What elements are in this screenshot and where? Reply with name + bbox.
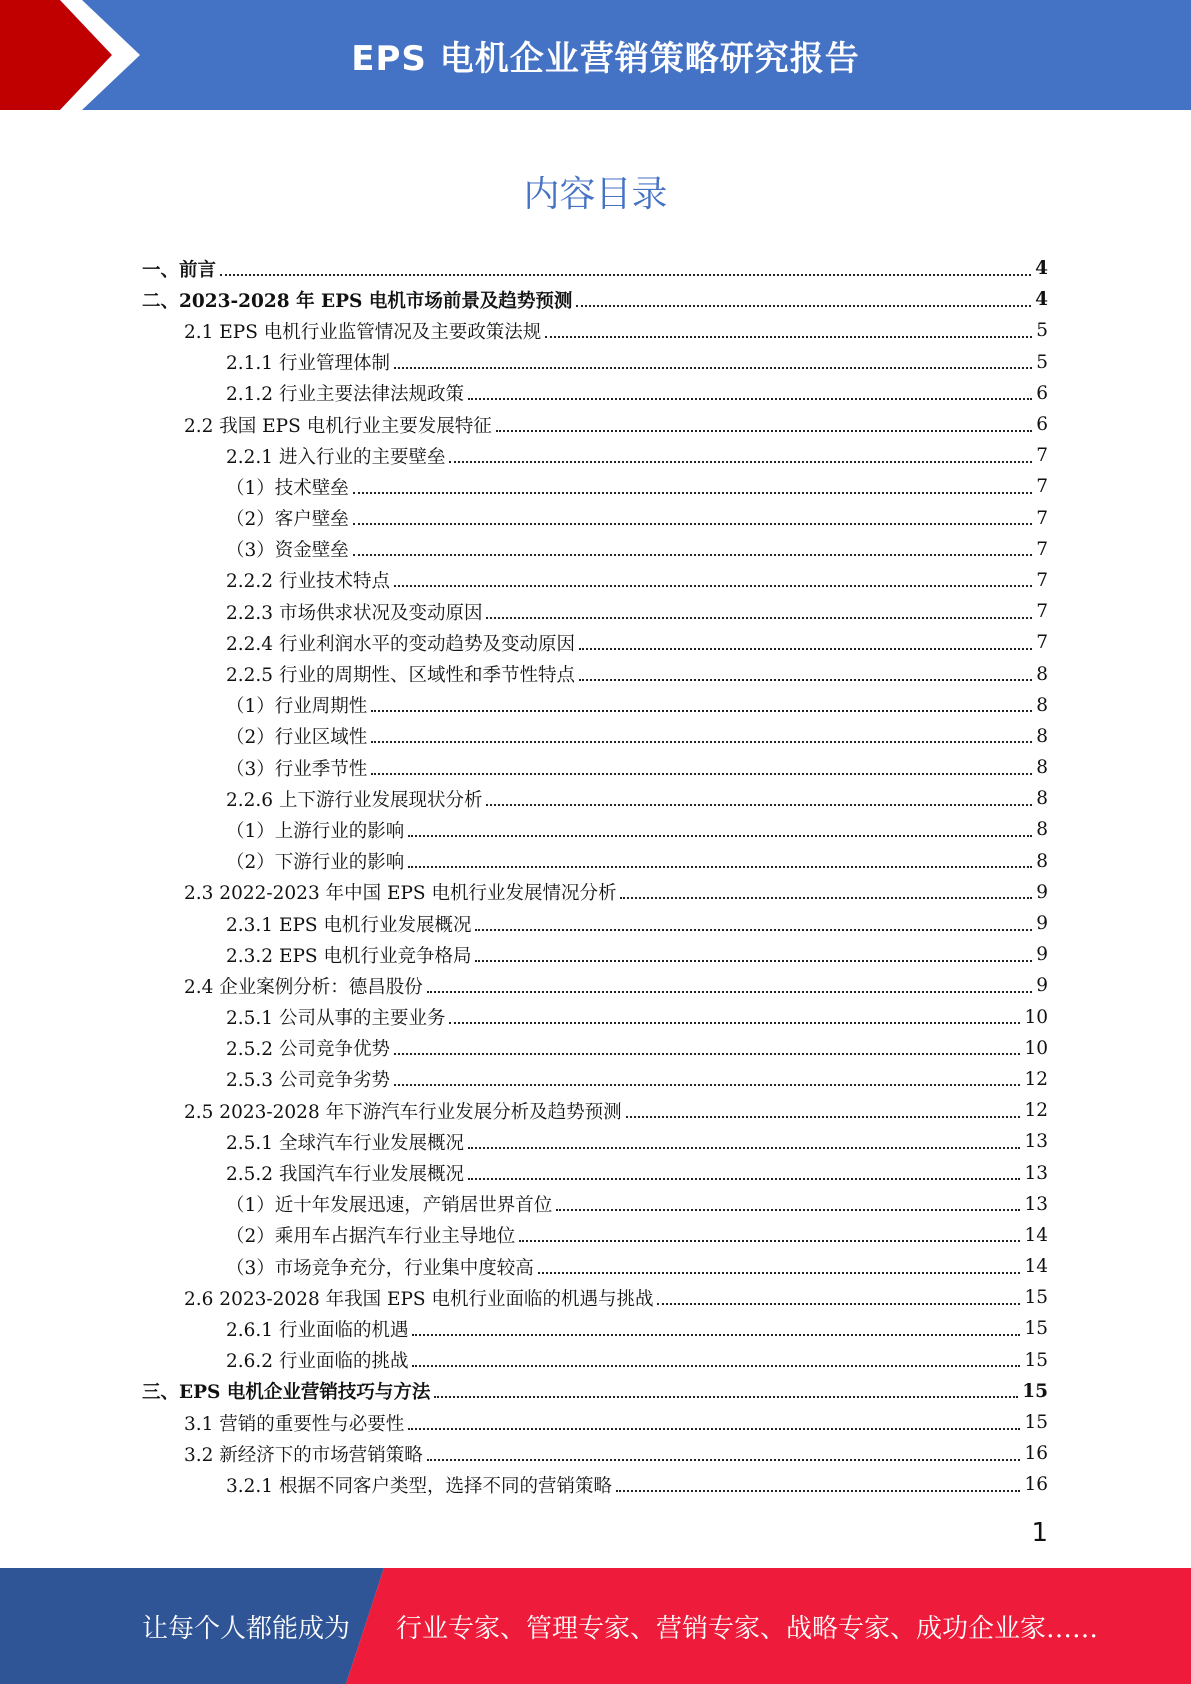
toc-entry-page: 8: [1036, 850, 1048, 872]
toc-leader-dots: [412, 1349, 1020, 1367]
toc-entry-page: 9: [1036, 944, 1048, 966]
toc-entry-page: 10: [1024, 1006, 1048, 1028]
toc-entry[interactable]: [142, 814, 1048, 845]
toc-entry[interactable]: [142, 690, 1048, 721]
toc-entry-page: 15: [1024, 1349, 1048, 1371]
toc-entry-page: 6: [1036, 414, 1048, 436]
toc-entry-title: 2.5.2 公司竞争优势: [226, 1039, 390, 1061]
toc-entry-title: 二、2023-2028 年 EPS 电机市场前景及趋势预测: [142, 290, 573, 312]
toc-entry[interactable]: [142, 1157, 1048, 1188]
header-title-wrap: [0, 0, 1191, 110]
toc-entry-title: 2.1 EPS 电机行业监管情况及主要政策法规: [184, 321, 542, 343]
table-of-contents: [142, 253, 1048, 1501]
toc-entry-page: 7: [1036, 601, 1048, 623]
toc-leader-dots: [519, 1224, 1020, 1242]
toc-entry-title: （2）客户壁垒: [226, 509, 349, 531]
toc-entry-title: 2.1.1 行业管理体制: [226, 353, 390, 375]
header-title: EPS 电机企业营销策略研究报告: [351, 38, 860, 79]
toc-leader-dots: [620, 881, 1032, 899]
toc-entry-title: 一、前言: [142, 259, 217, 281]
toc-entry-page: 15: [1022, 1380, 1048, 1402]
footer-banner: [0, 1568, 1191, 1684]
toc-entry-page: 9: [1036, 913, 1048, 935]
toc-entry[interactable]: [142, 1345, 1048, 1376]
toc-entry[interactable]: [142, 596, 1048, 627]
toc-entry[interactable]: [142, 752, 1048, 783]
toc-leader-dots: [434, 1380, 1018, 1398]
page-number: 1: [1031, 1518, 1048, 1548]
toc-leader-dots: [427, 975, 1032, 993]
toc-entry-title: 2.1.2 行业主要法律法规政策: [226, 384, 464, 406]
toc-entry-page: 13: [1024, 1162, 1048, 1184]
toc-entry-title: 2.6 2023-2028 年我国 EPS 电机行业面临的机遇与挑战: [184, 1288, 654, 1310]
toc-entry-page: 5: [1036, 320, 1048, 342]
toc-entry[interactable]: [142, 939, 1048, 970]
toc-entry[interactable]: [142, 783, 1048, 814]
toc-leader-dots: [579, 632, 1032, 650]
toc-leader-dots: [486, 601, 1032, 619]
toc-leader-dots: [371, 725, 1032, 743]
toc-leader-dots: [394, 1037, 1020, 1055]
toc-entry-title: （1）技术壁垒: [226, 477, 349, 499]
toc-entry-title: （2）乘用车占据汽车行业主导地位: [226, 1226, 516, 1248]
toc-entry-page: 6: [1036, 382, 1048, 404]
toc-entry[interactable]: [142, 378, 1048, 409]
toc-entry[interactable]: [142, 503, 1048, 534]
toc-leader-dots: [468, 382, 1032, 400]
toc-entry-page: 8: [1036, 819, 1048, 841]
toc-entry[interactable]: [142, 1407, 1048, 1438]
toc-entry-page: 8: [1036, 757, 1048, 779]
toc-leader-dots: [371, 757, 1032, 775]
toc-entry[interactable]: [142, 471, 1048, 502]
toc-entry[interactable]: [142, 565, 1048, 596]
toc-entry-title: 2.2.1 进入行业的主要壁垒: [226, 446, 446, 468]
toc-entry[interactable]: [142, 1438, 1048, 1469]
toc-entry-title: 2.3 2022-2023 年中国 EPS 电机行业发展情况分析: [184, 883, 617, 905]
toc-entry-title: 三、EPS 电机企业营销技巧与方法: [142, 1382, 431, 1404]
toc-leader-dots: [486, 788, 1032, 806]
toc-entry[interactable]: [142, 1313, 1048, 1344]
toc-entry[interactable]: [142, 315, 1048, 346]
toc-entry-title: 2.6.1 行业面临的机遇: [226, 1319, 409, 1341]
toc-entry-title: 2.3.2 EPS 电机行业竞争格局: [226, 945, 472, 967]
toc-leader-dots: [576, 289, 1031, 307]
toc-entry-title: 2.5.3 公司竞争劣势: [226, 1070, 390, 1092]
footer-slogan-left: 让每个人都能成为: [142, 1613, 351, 1644]
toc-entry[interactable]: [142, 1033, 1048, 1064]
toc-entry-page: 7: [1036, 569, 1048, 591]
toc-entry-title: 2.5 2023-2028 年下游汽车行业发展分析及趋势预测: [184, 1101, 622, 1123]
toc-leader-dots: [657, 1287, 1020, 1305]
toc-leader-dots: [538, 1256, 1021, 1274]
toc-leader-dots: [475, 913, 1032, 931]
toc-entry-page: 8: [1036, 725, 1048, 747]
toc-entry[interactable]: [142, 1126, 1048, 1157]
toc-entry[interactable]: [142, 253, 1048, 284]
toc-entry-page: 14: [1024, 1256, 1048, 1278]
toc-entry-title: 2.2.6 上下游行业发展现状分析: [226, 789, 483, 811]
toc-leader-dots: [408, 819, 1032, 837]
toc-entry-title: 3.2 新经济下的市场营销策略: [184, 1444, 423, 1466]
toc-entry-page: 16: [1024, 1443, 1048, 1465]
toc-leader-dots: [353, 507, 1032, 525]
toc-leader-dots: [412, 1318, 1020, 1336]
toc-leader-dots: [468, 1131, 1020, 1149]
toc-entry-title: （2）下游行业的影响: [226, 852, 405, 874]
toc-entry-page: 15: [1024, 1412, 1048, 1434]
toc-entry-page: 7: [1036, 476, 1048, 498]
toc-entry-title: （1）上游行业的影响: [226, 820, 405, 842]
toc-entry-page: 15: [1024, 1287, 1048, 1309]
toc-entry-page: 13: [1024, 1193, 1048, 1215]
toc-entry[interactable]: [142, 721, 1048, 752]
toc-entry-page: 9: [1036, 975, 1048, 997]
toc-entry[interactable]: [142, 284, 1048, 315]
toc-leader-dots: [220, 258, 1031, 276]
toc-entry[interactable]: [142, 347, 1048, 378]
toc-entry-title: （1）近十年发展迅速，产销居世界首位: [226, 1195, 553, 1217]
toc-entry-title: （1）行业周期性: [226, 696, 368, 718]
toc-entry-page: 15: [1024, 1318, 1048, 1340]
toc-entry-page: 9: [1036, 881, 1048, 903]
toc-entry[interactable]: [142, 1251, 1048, 1282]
toc-entry-page: 8: [1036, 663, 1048, 685]
toc-entry[interactable]: [142, 1095, 1048, 1126]
toc-entry[interactable]: [142, 627, 1048, 658]
toc-leader-dots: [427, 1443, 1021, 1461]
toc-entry-page: 7: [1036, 538, 1048, 560]
toc-entry-page: 7: [1036, 445, 1048, 467]
toc-entry[interactable]: [142, 1376, 1048, 1407]
toc-entry-page: 12: [1024, 1068, 1048, 1090]
toc-entry[interactable]: [142, 970, 1048, 1001]
toc-entry-title: （2）行业区域性: [226, 727, 368, 749]
toc-entry-title: 2.3.1 EPS 电机行业发展概况: [226, 914, 472, 936]
toc-entry-page: 7: [1036, 632, 1048, 654]
toc-leader-dots: [394, 351, 1032, 369]
toc-leader-dots: [408, 1412, 1020, 1430]
toc-entry-title: 2.5.2 我国汽车行业发展概况: [226, 1164, 464, 1186]
toc-leader-dots: [371, 694, 1032, 712]
toc-entry[interactable]: [142, 846, 1048, 877]
toc-leader-dots: [449, 1006, 1020, 1024]
toc-entry-page: 13: [1024, 1131, 1048, 1153]
toc-entry-page: 4: [1035, 289, 1048, 311]
toc-entry-page: 7: [1036, 507, 1048, 529]
toc-entry[interactable]: [142, 1469, 1048, 1500]
toc-leader-dots: [353, 476, 1032, 494]
toc-entry-title: 3.2.1 根据不同客户类型，选择不同的营销策略: [226, 1475, 612, 1497]
toc-entry[interactable]: [142, 409, 1048, 440]
toc-leader-dots: [449, 445, 1032, 463]
toc-entry[interactable]: [142, 877, 1048, 908]
toc-leader-dots: [616, 1474, 1020, 1492]
toc-entry[interactable]: [142, 1220, 1048, 1251]
toc-entry[interactable]: [142, 1189, 1048, 1220]
toc-entry-page: 5: [1036, 351, 1048, 373]
toc-heading: 内容目录: [523, 174, 668, 215]
toc-entry-title: （3）市场竞争充分，行业集中度较高: [226, 1257, 534, 1279]
toc-entry[interactable]: [142, 1002, 1048, 1033]
toc-entry-title: 2.2 我国 EPS 电机行业主要发展特征: [184, 415, 492, 437]
toc-entry-title: 2.2.5 行业的周期性、区域性和季节性特点: [226, 665, 575, 687]
toc-entry-title: 2.4 企业案例分析：德昌股份: [184, 976, 423, 998]
toc-entry-title: （3）资金壁垒: [226, 540, 349, 562]
toc-entry-page: 8: [1036, 694, 1048, 716]
toc-entry-title: 2.5.1 公司从事的主要业务: [226, 1008, 446, 1030]
toc-leader-dots: [545, 320, 1032, 338]
toc-leader-dots: [394, 1068, 1020, 1086]
toc-entry-title: 2.5.1 全球汽车行业发展概况: [226, 1132, 464, 1154]
toc-entry-title: （3）行业季节性: [226, 758, 368, 780]
toc-entry[interactable]: [142, 1282, 1048, 1313]
toc-entry-page: 14: [1024, 1224, 1048, 1246]
toc-leader-dots: [626, 1100, 1021, 1118]
toc-leader-dots: [394, 569, 1032, 587]
toc-leader-dots: [475, 944, 1032, 962]
toc-entry-page: 16: [1024, 1474, 1048, 1496]
toc-entry-title: 2.2.3 市场供求状况及变动原因: [226, 602, 483, 624]
toc-leader-dots: [556, 1193, 1020, 1211]
toc-entry-title: 2.2.4 行业利润水平的变动趋势及变动原因: [226, 633, 575, 655]
header-banner: [0, 0, 1191, 110]
toc-leader-dots: [496, 414, 1033, 432]
toc-entry[interactable]: [142, 658, 1048, 689]
toc-entry[interactable]: [142, 908, 1048, 939]
toc-entry-page: 4: [1035, 258, 1048, 280]
footer-slogan-right: 行业专家、管理专家、营销专家、战略专家、成功企业家……: [396, 1613, 1099, 1644]
toc-leader-dots: [408, 850, 1032, 868]
toc-entry-title: 2.6.2 行业面临的挑战: [226, 1351, 409, 1373]
toc-entry-title: 3.1 营销的重要性与必要性: [184, 1413, 405, 1435]
toc-leader-dots: [353, 538, 1032, 556]
toc-entry-page: 12: [1024, 1100, 1048, 1122]
toc-entry-title: 2.2.2 行业技术特点: [226, 571, 390, 593]
toc-leader-dots: [468, 1162, 1020, 1180]
toc-leader-dots: [579, 663, 1032, 681]
toc-entry-page: 8: [1036, 788, 1048, 810]
toc-entry-page: 10: [1024, 1037, 1048, 1059]
toc-entry[interactable]: [142, 1064, 1048, 1095]
toc-entry[interactable]: [142, 534, 1048, 565]
toc-entry[interactable]: [142, 440, 1048, 471]
